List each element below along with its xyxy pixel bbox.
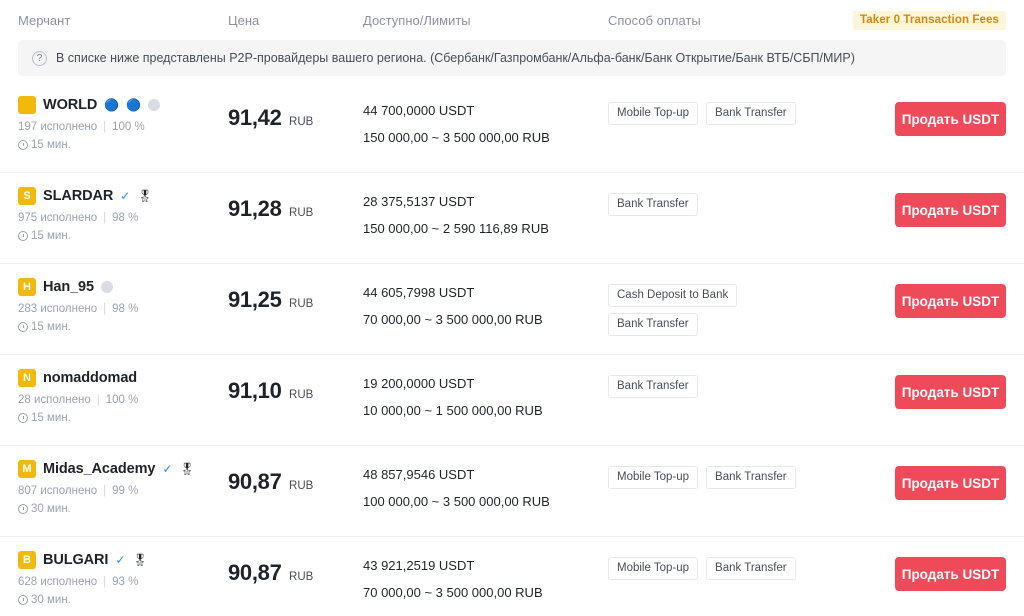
payment-method-tag[interactable]: Bank Transfer [706,466,796,489]
price-currency: RUB [289,571,314,583]
payment-window [18,594,228,606]
completion-rate: 93 % [112,576,139,588]
payment-methods [608,187,813,216]
medal-icon: 🎖 [137,189,153,203]
payment-methods [608,369,813,398]
merchant-cell [18,187,228,242]
price-value: 91,10 [228,378,282,403]
merchant-cell [18,369,228,424]
clock-icon [18,595,28,605]
merchant-cell [18,460,228,515]
stats-separator: | [103,303,107,315]
payment-cell [608,369,823,398]
payment-cell [608,551,823,580]
payment-window [18,230,228,242]
region-notice-text: В списке ниже представлены P2P-провайдеры вашего региона. (Сбербанк/Газпромбанк/Альфа-банк/Банк Открытие/Банк ВТБ/СБП/МИР) [56,51,855,65]
payment-method-tag[interactable]: Mobile Top-up [608,102,698,125]
sell-usdt-button[interactable]: Продать USDT [895,557,1006,591]
stats-separator: | [103,121,107,133]
payment-window [18,139,228,151]
payment-method-tag[interactable]: Mobile Top-up [608,557,698,580]
orders-count: 283 исполнено [18,303,98,315]
merchant-cell [18,551,228,606]
region-notice [18,40,1006,76]
payment-method-tag[interactable]: Bank Transfer [608,375,698,398]
limit-range: 70 000,00 ~ 3 500 000,00 RUB [363,585,543,600]
payment-method-tag[interactable]: Bank Transfer [608,193,698,216]
avatar: B [18,551,36,569]
table-row [0,537,1024,616]
merchant-stats [18,212,228,224]
price-cell [228,187,363,222]
merchant-stats [18,303,228,315]
price-currency: RUB [289,480,314,492]
payment-cell [608,278,823,336]
taker-fee-badge: Taker 0 Transaction Fees [853,11,1006,30]
column-header-action [823,11,1006,30]
medal-icon: 🎖 [179,462,195,476]
merchant-identity[interactable] [18,187,228,205]
available-amount: 19 200,0000 USDT [363,376,475,391]
globe-icon: 🔵 [104,98,120,112]
merchant-stats [18,394,228,406]
merchant-stats [18,576,228,588]
sell-usdt-button[interactable]: Продать USDT [895,102,1006,136]
price-value: 91,28 [228,196,282,221]
price-cell [228,369,363,404]
completion-rate: 99 % [112,485,139,497]
limits-cell [363,369,608,418]
merchant-name[interactable]: SLARDAR [43,188,114,204]
price-value: 90,87 [228,469,282,494]
payment-window-value: 15 мин. [31,321,71,333]
price-currency: RUB [289,298,314,310]
price-cell [228,96,363,131]
completion-rate: 98 % [112,212,139,224]
available-amount: 28 375,5137 USDT [363,194,475,209]
limit-range: 70 000,00 ~ 3 500 000,00 RUB [363,312,543,327]
payment-window [18,412,228,424]
merchant-cell [18,96,228,151]
limits-cell [363,96,608,145]
payment-methods [608,551,813,580]
price-value: 90,87 [228,560,282,585]
price-currency: RUB [289,207,314,219]
merchant-name[interactable]: WORLD [43,97,98,113]
payment-methods [608,278,813,336]
stats-separator: | [103,485,107,497]
available-amount: 48 857,9546 USDT [363,467,475,482]
column-header-payment: Способ оплаты [608,12,701,28]
sell-usdt-button[interactable]: Продать USDT [895,466,1006,500]
payment-cell [608,187,823,216]
payment-window-value: 15 мин. [31,412,71,424]
avatar: M [18,460,36,478]
table-row [0,82,1024,173]
payment-window-value: 15 мин. [31,230,71,242]
merchant-cell [18,278,228,333]
stats-separator: | [96,394,100,406]
merchant-identity[interactable] [18,96,228,114]
payment-methods [608,460,813,489]
globe-icon: 🔵 [126,98,142,112]
limits-cell [363,460,608,509]
action-cell [823,551,1006,591]
table-row [0,173,1024,264]
orders-count: 197 исполнено [18,121,98,133]
table-row [0,264,1024,355]
action-cell [823,460,1006,500]
verified-icon: ✓️ [115,553,126,567]
clock-icon [18,413,28,423]
merchant-name[interactable]: Midas_Academy [43,461,156,477]
price-value: 91,25 [228,287,282,312]
payment-cell [608,96,823,125]
completion-rate: 100 % [105,394,139,406]
clock-icon [18,504,28,514]
notice-container [0,40,1024,76]
price-cell [228,460,363,495]
available-amount: 44 605,7998 USDT [363,285,475,300]
price-currency: RUB [289,389,314,401]
payment-cell [608,460,823,489]
price-cell [228,278,363,313]
table-header [0,0,1024,40]
merchant-name[interactable]: nomaddomad [43,370,138,386]
orders-count: 807 исполнено [18,485,98,497]
limits-cell [363,187,608,236]
payment-method-tag[interactable]: Bank Transfer [706,102,796,125]
merchant-identity[interactable] [18,369,228,387]
payment-method-tag[interactable]: Bank Transfer [706,557,796,580]
payment-window [18,503,228,515]
payment-window-value: 30 мин. [31,594,71,606]
action-cell [823,96,1006,136]
merchant-name[interactable]: BULGARI [43,552,109,568]
question-mark-icon: ? [32,51,47,66]
avatar: N [18,369,36,387]
avatar: S [18,187,36,205]
completion-rate: 100 % [112,121,145,133]
sell-usdt-button[interactable]: Продать USDT [895,284,1006,318]
limit-range: 150 000,00 ~ 3 500 000,00 RUB [363,130,550,145]
column-header-limits: Доступно/Лимиты [363,12,471,28]
avatar [18,96,36,114]
table-row [0,355,1024,446]
stats-separator: | [103,576,107,588]
limit-range: 150 000,00 ~ 2 590 116,89 RUB [363,221,549,236]
action-cell [823,278,1006,318]
stats-separator: | [103,212,107,224]
avatar: H [18,278,36,296]
available-amount: 44 700,0000 USDT [363,103,475,118]
merchant-stats [18,485,228,497]
sell-usdt-button[interactable]: Продать USDT [895,375,1006,409]
merchant-stats [18,121,228,133]
column-header-price: Цена [228,12,260,28]
payment-method-tag[interactable]: Cash Deposit to Bank [608,284,737,307]
merchant-identity[interactable] [18,278,228,296]
clock-icon [18,322,28,332]
price-cell [228,551,363,586]
merchant-identity[interactable] [18,460,228,478]
payment-window-value: 30 мин. [31,503,71,515]
clock-icon [18,140,28,150]
limits-cell [363,551,608,600]
gray-dot-icon [101,281,113,293]
offers-list [0,82,1024,616]
orders-count: 28 исполнено [18,394,91,406]
limits-cell [363,278,608,327]
limit-range: 100 000,00 ~ 3 500 000,00 RUB [363,494,550,509]
orders-count: 975 исполнено [18,212,98,224]
orders-count: 628 исполнено [18,576,98,588]
payment-method-tag[interactable]: Bank Transfer [608,313,698,336]
action-cell [823,187,1006,227]
payment-method-tag[interactable]: Mobile Top-up [608,466,698,489]
payment-window-value: 15 мин. [31,139,71,151]
price-value: 91,42 [228,105,282,130]
table-row [0,446,1024,537]
verified-icon: ✓️ [120,189,131,203]
column-header-merchant: Мерчант [18,12,71,28]
price-currency: RUB [289,116,314,128]
gray-dot-icon [148,99,160,111]
merchant-name[interactable]: Han_95 [43,279,94,295]
available-amount: 43 921,2519 USDT [363,558,475,573]
sell-usdt-button[interactable]: Продать USDT [895,193,1006,227]
action-cell [823,369,1006,409]
completion-rate: 98 % [112,303,139,315]
limit-range: 10 000,00 ~ 1 500 000,00 RUB [363,403,543,418]
payment-methods [608,96,813,125]
verified-icon: ✓️ [162,462,173,476]
merchant-identity[interactable] [18,551,228,569]
payment-window [18,321,228,333]
clock-icon [18,231,28,241]
medal-icon: 🎖 [132,553,148,567]
